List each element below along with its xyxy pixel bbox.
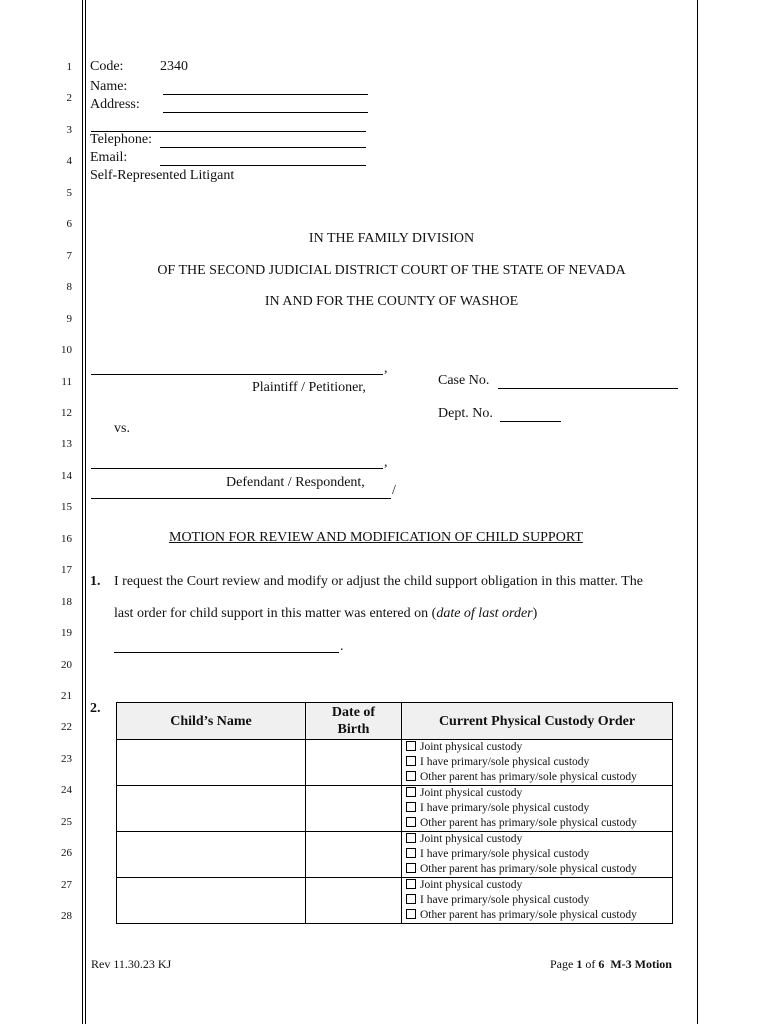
- checkbox-icon[interactable]: [406, 802, 416, 812]
- date-of-birth-cell[interactable]: [306, 878, 402, 924]
- custody-option[interactable]: [402, 832, 672, 847]
- custody-option-label: Other parent has primary/sole physical custody: [420, 863, 637, 875]
- name-field[interactable]: [163, 94, 368, 95]
- children-table: [116, 702, 673, 924]
- plaintiff-field[interactable]: [91, 374, 383, 375]
- custody-options-cell: [402, 878, 673, 924]
- date-of-birth-cell[interactable]: [306, 740, 402, 786]
- line-number: 1: [66, 61, 72, 73]
- line-number: 25: [61, 815, 72, 828]
- email-field[interactable]: [160, 165, 366, 166]
- line-number: 11: [61, 375, 72, 388]
- item-1-number: 1.: [90, 574, 101, 589]
- of-word: of: [585, 957, 596, 971]
- line-number: 27: [61, 878, 72, 891]
- line-number: 14: [61, 469, 72, 482]
- checkbox-icon[interactable]: [406, 863, 416, 873]
- date-of-birth-cell[interactable]: [306, 832, 402, 878]
- vs-label: vs.: [114, 421, 130, 436]
- custody-option[interactable]: [402, 878, 672, 893]
- line-number: 28: [61, 910, 72, 923]
- date-of-birth-header: [306, 703, 402, 740]
- checkbox-icon[interactable]: [406, 817, 416, 827]
- custody-option-label: I have primary/sole physical custody: [420, 848, 590, 860]
- date-of-birth-cell[interactable]: [306, 786, 402, 832]
- line-number: 12: [61, 406, 72, 419]
- table-row: [117, 786, 673, 832]
- checkbox-icon[interactable]: [406, 848, 416, 858]
- custody-option[interactable]: [402, 786, 672, 801]
- item-1-text-end: ): [532, 606, 538, 621]
- address-field[interactable]: [163, 112, 368, 113]
- code-label: Code:: [90, 59, 124, 74]
- line-number: 4: [66, 155, 72, 168]
- item-2-number: 2.: [90, 701, 101, 716]
- item-1-text-line2: [114, 606, 537, 622]
- custody-option-label: Joint physical custody: [420, 787, 523, 799]
- line-number: 16: [61, 532, 72, 545]
- child-name-header: Child’s Name: [117, 703, 306, 740]
- custody-option-label: I have primary/sole physical custody: [420, 756, 590, 768]
- custody-option-label: I have primary/sole physical custody: [420, 802, 590, 814]
- line-number: 21: [61, 690, 72, 702]
- name-label: Name:: [90, 79, 128, 94]
- defendant-comma: ,: [384, 455, 388, 470]
- line-number: 24: [61, 784, 72, 797]
- line-number: 19: [61, 627, 72, 640]
- case-no-label: Case No.: [438, 373, 490, 388]
- page-number: 1: [576, 957, 583, 971]
- telephone-label: Telephone:: [90, 132, 152, 147]
- line-number: 5: [66, 186, 72, 199]
- checkbox-icon[interactable]: [406, 833, 416, 843]
- custody-option-label: Joint physical custody: [420, 741, 523, 753]
- page-word: Page: [550, 957, 574, 971]
- court-line-2: OF THE SECOND JUDICIAL DISTRICT COURT OF THE STATE OF NEVADA: [157, 263, 626, 278]
- custody-option-label: Other parent has primary/sole physical custody: [420, 909, 637, 921]
- case-no-field[interactable]: [498, 388, 678, 389]
- item-1-text-main: last order for child support in this matter was entered on (: [114, 606, 437, 621]
- line-number: 9: [66, 312, 72, 325]
- dept-no-field[interactable]: [500, 421, 561, 422]
- line-number: 26: [61, 847, 72, 860]
- custody-option[interactable]: [402, 862, 672, 877]
- custody-options-cell: [402, 740, 673, 786]
- line-number: 20: [61, 658, 72, 671]
- item-1-period: .: [340, 639, 344, 654]
- table-row: [117, 740, 673, 786]
- custody-order-header: Current Physical Custody Order: [402, 703, 673, 740]
- custody-option[interactable]: [402, 755, 672, 770]
- line-number: 17: [61, 564, 72, 577]
- custody-option[interactable]: [402, 847, 672, 862]
- defendant-label: Defendant / Respondent,: [226, 475, 365, 490]
- plaintiff-label: Plaintiff / Petitioner,: [252, 380, 366, 395]
- checkbox-icon[interactable]: [406, 879, 416, 889]
- child-name-cell[interactable]: [117, 832, 306, 878]
- revision-label: Rev 11.30.23 KJ: [91, 957, 172, 971]
- address-label: Address:: [90, 97, 140, 112]
- table-row: [117, 878, 673, 924]
- checkbox-icon[interactable]: [406, 894, 416, 904]
- children-table-header: [117, 703, 673, 740]
- page-total: 6: [598, 957, 605, 971]
- line-number: 10: [61, 344, 72, 357]
- line-number: 3: [66, 123, 72, 136]
- custody-option[interactable]: [402, 801, 672, 816]
- court-line-3: IN AND FOR THE COUNTY OF WASHOE: [264, 294, 519, 309]
- checkbox-icon[interactable]: [406, 787, 416, 797]
- checkbox-icon[interactable]: [406, 771, 416, 781]
- line-number: 13: [61, 438, 72, 451]
- right-margin-rule: [697, 0, 698, 1024]
- custody-option-label: Other parent has primary/sole physical custody: [420, 771, 637, 783]
- custody-option-label: I have primary/sole physical custody: [420, 894, 590, 906]
- custody-options-cell: [402, 786, 673, 832]
- checkbox-icon[interactable]: [406, 756, 416, 766]
- left-margin-rule-inner: [85, 0, 86, 1024]
- code-value: 2340: [160, 59, 188, 74]
- custody-option[interactable]: [402, 740, 672, 755]
- telephone-field[interactable]: [160, 147, 366, 148]
- line-number: 15: [61, 501, 72, 514]
- custody-option[interactable]: [402, 770, 672, 785]
- left-margin-rule-outer: [82, 0, 83, 1024]
- dept-no-label: Dept. No.: [438, 406, 493, 421]
- custody-option-label: Joint physical custody: [420, 879, 523, 891]
- line-number: 18: [61, 595, 72, 608]
- line-number: 22: [61, 721, 72, 734]
- child-name-cell[interactable]: [117, 740, 306, 786]
- child-name-cell[interactable]: [117, 786, 306, 832]
- plaintiff-comma: ,: [384, 361, 388, 376]
- checkbox-icon[interactable]: [406, 741, 416, 751]
- child-name-cell[interactable]: [117, 878, 306, 924]
- document-title: MOTION FOR REVIEW AND MODIFICATION OF CHILD SUPPORT: [169, 530, 583, 545]
- checkbox-icon[interactable]: [406, 909, 416, 919]
- custody-option[interactable]: [402, 816, 672, 831]
- line-number: 2: [66, 92, 72, 105]
- litigant-label: Self-Represented Litigant: [90, 168, 235, 183]
- caption-closing-line: [91, 498, 391, 499]
- item-1-text-italic: date of last order: [436, 606, 533, 621]
- custody-option-label: Joint physical custody: [420, 833, 523, 845]
- item-1-text-line1: I request the Court review and modify or adjust the child support obligation in this matter. The: [114, 574, 643, 589]
- defendant-field[interactable]: [91, 468, 383, 469]
- page-indicator: [550, 957, 672, 972]
- email-label: Email:: [90, 150, 128, 165]
- table-row: [117, 832, 673, 878]
- custody-option[interactable]: [402, 908, 672, 923]
- line-number: 7: [66, 249, 72, 262]
- date-of-birth-header-text: Date of Birth: [331, 705, 376, 737]
- caption-slash: /: [392, 483, 396, 498]
- line-number: 8: [66, 281, 72, 294]
- custody-option[interactable]: [402, 893, 672, 908]
- custody-option-label: Other parent has primary/sole physical custody: [420, 817, 637, 829]
- last-order-date-field[interactable]: [114, 652, 339, 653]
- custody-options-cell: [402, 832, 673, 878]
- court-line-1: IN THE FAMILY DIVISION: [308, 231, 475, 246]
- line-number: 23: [61, 752, 72, 765]
- form-id: M-3 Motion: [610, 957, 672, 971]
- line-number: 6: [66, 218, 72, 231]
